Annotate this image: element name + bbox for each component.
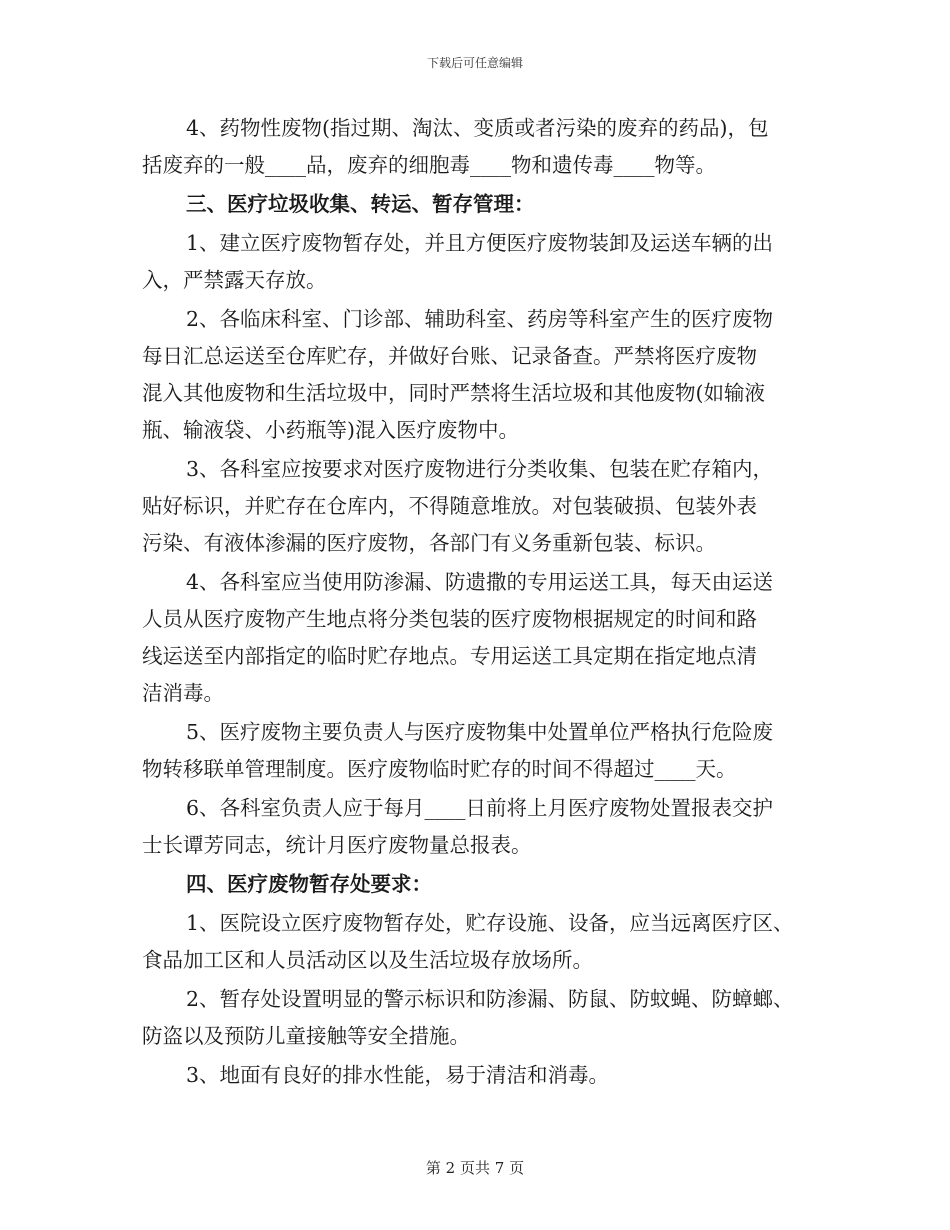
paragraph-line: 洁消毒。 xyxy=(142,681,224,705)
paragraph-line: 4、各科室应当使用防渗漏、防遗撒的专用运送工具，每天由运送 xyxy=(186,570,774,594)
paragraph-line: 线运送至内部指定的临时贮存地点。专用运送工具定期在指定地点清 xyxy=(142,644,757,668)
paragraph xyxy=(142,905,808,979)
page-number-footer: 第 2 页共 7 页 xyxy=(425,1159,525,1177)
paragraph xyxy=(142,564,808,712)
paragraph-line: 2、各临床科室、门诊部、辅助科室、药房等科室产生的医疗废物 xyxy=(186,307,774,331)
paragraph-line: 1、建立医疗废物暂存处，并且方便医疗废物装卸及运送车辆的出 xyxy=(186,231,774,255)
paragraph-line: 1、医院设立医疗废物暂存处，贮存设施、设备，应当远离医疗区、 xyxy=(186,911,794,935)
paragraph-line: 3、各科室应按要求对医疗废物进行分类收集、包装在贮存箱内， xyxy=(186,457,774,481)
paragraph-line: 防盗以及预防儿童接触等安全措施。 xyxy=(142,1024,470,1048)
page-header-note: 下载后可任意编辑 xyxy=(426,56,523,70)
paragraph xyxy=(142,1057,808,1094)
paragraph xyxy=(142,981,808,1055)
paragraph xyxy=(142,790,808,864)
paragraph-line: 6、各科室负责人应于每月____日前将上月医疗废物处置报表交护 xyxy=(186,796,774,820)
paragraph-line: 3、地面有良好的排水性能，易于清洁和消毒。 xyxy=(186,1063,610,1087)
paragraph xyxy=(142,225,808,299)
paragraph xyxy=(142,110,808,184)
section-heading: 四、医疗废物暂存处要求： xyxy=(186,872,432,896)
paragraph-line: 2、暂存处设置明显的警示标识和防渗漏、防鼠、防蚊蝇、防蟑螂、 xyxy=(186,987,794,1011)
paragraph xyxy=(142,301,808,449)
document-body xyxy=(142,110,808,1096)
paragraph-line: 贴好标识，并贮存在仓库内，不得随意堆放。对包装破损、包装外表 xyxy=(142,494,757,518)
paragraph-line: 人员从医疗废物产生地点将分类包装的医疗废物根据规定的时间和路 xyxy=(142,607,757,631)
paragraph-line: 每日汇总运送至仓库贮存，并做好台账、记录备查。严禁将医疗废物 xyxy=(142,344,757,368)
paragraph-line: 瓶、输液袋、小药瓶等)混入医疗废物中。 xyxy=(142,418,519,442)
paragraph-line: 4、药物性废物(指过期、淘汰、变质或者污染的废弃的药品)，包 xyxy=(186,116,769,140)
paragraph-line: 入，严禁露天存放。 xyxy=(142,268,327,292)
paragraph-line: 混入其他废物和生活垃圾中，同时严禁将生活垃圾和其他废物(如输液 xyxy=(142,381,765,405)
paragraph xyxy=(142,451,808,562)
paragraph xyxy=(142,714,808,788)
paragraph-line: 污染、有液体渗漏的医疗废物，各部门有义务重新包装、标识。 xyxy=(142,531,716,555)
paragraph-line: 5、医疗废物主要负责人与医疗废物集中处置单位严格执行危险废 xyxy=(186,720,774,744)
section-heading: 三、医疗垃圾收集、转运、暂存管理： xyxy=(186,192,535,216)
paragraph-line: 士长谭芳同志，统计月医疗废物量总报表。 xyxy=(142,833,532,857)
paragraph-line: 括废弃的一般____品，废弃的细胞毒____物和遗传毒____物等。 xyxy=(142,153,716,177)
paragraph-line: 物转移联单管理制度。医疗废物临时贮存的时间不得超过____天。 xyxy=(142,757,737,781)
paragraph-line: 食品加工区和人员活动区以及生活垃圾存放场所。 xyxy=(142,948,593,972)
